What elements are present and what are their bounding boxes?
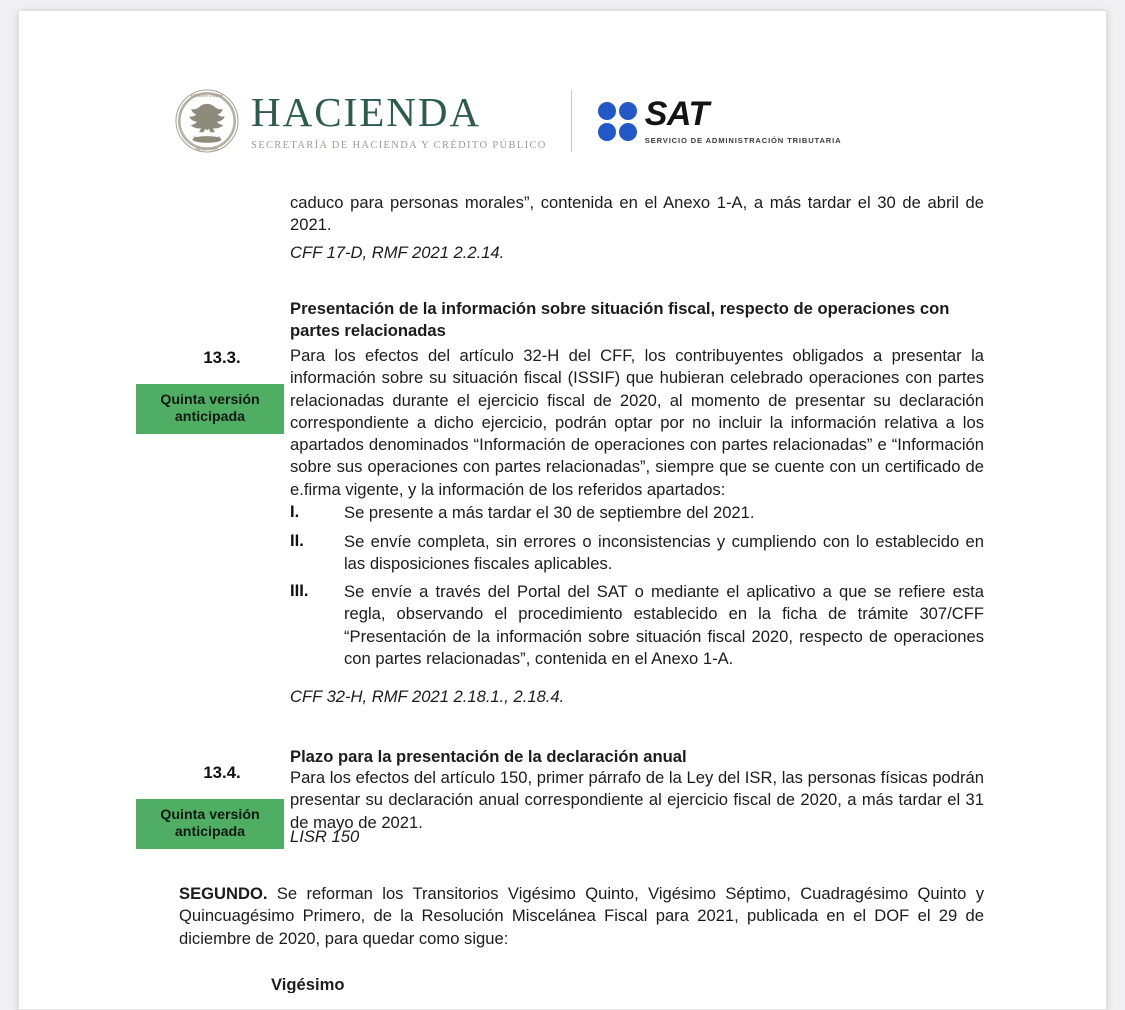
hacienda-wordmark: [251, 88, 547, 151]
rule-13-3-number: 13.3.: [203, 348, 241, 367]
document-page: [18, 10, 1107, 1010]
sat-dots-icon: [598, 102, 637, 141]
rule-13-3-body: Para los efectos del artículo 32-H del CFF, los contribuyentes obligados a presentar la información sobre su situación fiscal (ISSIF) que hubieran celebrado operaciones con partes relacionadas durante el ejercicio fiscal de 2020, al momento de presentar su declaración correspondiente a dicho ejercicio, podrán optar por no incluir la información relativa a los apartados denominados “Información de operaciones con partes relacionadas” e “Información sobre sus operaciones con partes relacionadas”, siempre que se cuente con un certificado de e.firma vigente, y la información de los referidos apartados:: [290, 346, 984, 499]
badge-line-2: anticipada: [174, 824, 246, 840]
continued-paragraph: caduco para personas morales”, contenida en el Anexo 1-A, a más tardar el 30 de abril de 2021.: [290, 193, 984, 235]
sat-logo: [598, 97, 842, 145]
cut-off-line: Vigésimo: [271, 977, 345, 993]
segundo-paragraph: [179, 883, 984, 950]
rule-13-4-number: 13.4.: [203, 763, 241, 782]
list-numeral-iii: III.: [290, 581, 309, 600]
badge-line-1: Quinta versión: [160, 391, 260, 408]
segundo-text: Se reforman los Transitorios Vigésimo Quinto, Vigésimo Séptimo, Cuadragésimo Quinto y Quincuagésimo Primero, de la Resolución Miscelánea Fiscal para 2021, publicada en el DOF el 29 de diciembre de 2020, para quedar como sigue:: [179, 884, 984, 948]
hacienda-subtitle: SECRETARÍA DE HACIENDA Y CRÉDITO PÚBLICO: [251, 139, 547, 151]
list-item-ii-text: Se envíe completa, sin errores o inconsistencias y cumpliendo con lo establecido en las disposiciones fiscales aplicables.: [344, 532, 984, 574]
page-canvas: [19, 11, 1106, 1009]
badge-line-2: anticipada: [174, 409, 246, 425]
svg-text:MEXICANOS: MEXICANOS: [195, 147, 219, 152]
rule-13-4-heading: Plazo para la presentación de la declaración anual: [290, 747, 687, 766]
document-masthead: [174, 79, 842, 163]
cut-off-line-wrapper: [19, 977, 1106, 993]
sat-wordmark: [645, 97, 842, 145]
rule-13-4-reference: LISR 150: [290, 827, 360, 846]
mexican-coat-of-arms-icon: [174, 88, 240, 154]
list-numeral-ii: II.: [290, 531, 304, 550]
badge-line-1: Quinta versión: [160, 806, 260, 823]
list-numeral-i: I.: [290, 502, 300, 521]
segundo-label: SEGUNDO.: [179, 884, 268, 903]
continued-reference: CFF 17-D, RMF 2021 2.2.14.: [290, 243, 505, 262]
hacienda-logo: [174, 88, 547, 154]
svg-text:ESTADOS UNIDOS: ESTADOS UNIDOS: [190, 94, 224, 99]
rule-13-4-body: Para los efectos del artículo 150, primer párrafo de la Ley del ISR, las personas físicas podrán presentar su declaración anual correspondiente al ejercicio fiscal de 2020, a más tardar el 31 de mayo de 2021.: [290, 768, 984, 832]
sat-subtitle: SERVICIO DE ADMINISTRACIÓN TRIBUTARIA: [644, 136, 842, 145]
hacienda-title: HACIENDA: [251, 88, 482, 135]
logo-divider: [571, 90, 572, 152]
rule-13-3-heading: Presentación de la información sobre situación fiscal, respecto de operaciones con partes relacionadas: [290, 299, 950, 341]
list-item-iii-text: Se envíe a través del Portal del SAT o mediante el aplicativo a que se refiere esta regla, observando el procedimiento establecido en la ficha de trámite 307/CFF “Presentación de la información sobre situación fiscal 2020, respecto de operaciones con partes relacionadas”, contenida en el Anexo 1-A.: [344, 582, 984, 668]
sat-title: SAT: [644, 95, 709, 133]
list-item-i-text: Se presente a más tardar el 30 de septiembre del 2021.: [344, 503, 755, 522]
rule-13-3-reference: CFF 32-H, RMF 2021 2.18.1., 2.18.4.: [290, 687, 565, 706]
badge-quinta-version-anticipada-13-4: [136, 799, 284, 849]
badge-quinta-version-anticipada-13-3: [136, 384, 284, 434]
